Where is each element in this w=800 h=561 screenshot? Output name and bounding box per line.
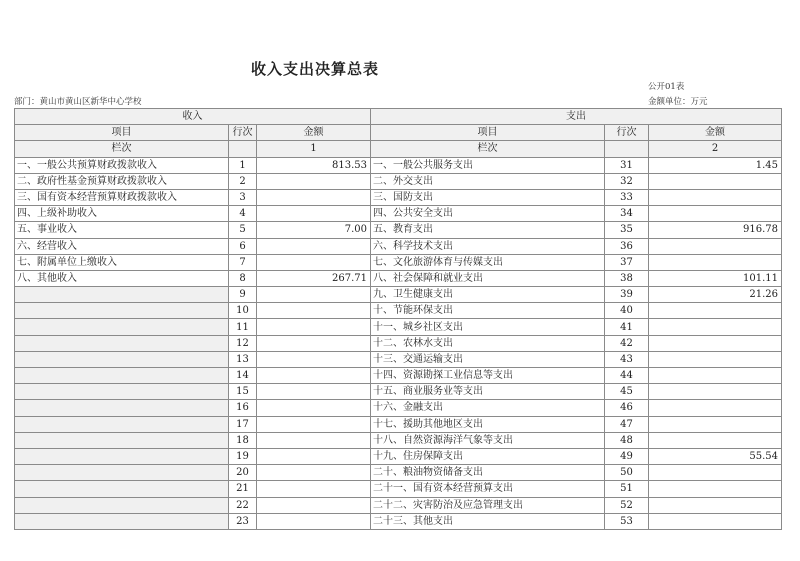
expense-amount-cell: 1.45 (649, 157, 782, 173)
income-amount-cell (257, 465, 371, 481)
income-row-no-cell: 4 (229, 206, 257, 222)
income-amount-header: 金额 (257, 125, 371, 141)
expense-item-header: 项目 (371, 125, 605, 141)
income-expense-table (14, 108, 782, 530)
income-row-no-cell: 19 (229, 448, 257, 464)
expense-item-cell: 十七、援助其他地区支出 (371, 416, 605, 432)
table-row (15, 513, 782, 529)
income-row-no-cell: 12 (229, 335, 257, 351)
income-row-no-cell: 21 (229, 481, 257, 497)
income-row-no-cell: 2 (229, 173, 257, 189)
income-amount-cell (257, 335, 371, 351)
expense-item-cell: 二十、粮油物资储备支出 (371, 465, 605, 481)
table-row (15, 465, 782, 481)
income-row-no-cell: 22 (229, 497, 257, 513)
expense-item-cell: 四、公共安全支出 (371, 206, 605, 222)
table-row (15, 287, 782, 303)
income-item-cell (15, 335, 229, 351)
expense-row-no-cell: 47 (605, 416, 649, 432)
expense-item-cell: 二十一、国有资本经营预算支出 (371, 481, 605, 497)
expense-row-no-cell: 32 (605, 173, 649, 189)
income-item-cell (15, 319, 229, 335)
expense-amount-cell (649, 400, 782, 416)
income-amount-cell (257, 497, 371, 513)
income-amount-cell (257, 287, 371, 303)
table-body (15, 157, 782, 529)
income-row-no-cell: 14 (229, 368, 257, 384)
expense-amount-cell (649, 384, 782, 400)
income-amount-cell (257, 481, 371, 497)
expense-item-cell: 十九、住房保障支出 (371, 448, 605, 464)
income-amount-cell (257, 384, 371, 400)
table-row (15, 497, 782, 513)
expense-row-no-cell: 35 (605, 222, 649, 238)
expense-row-no-cell: 38 (605, 270, 649, 286)
income-row-no-cell: 8 (229, 270, 257, 286)
expense-amount-cell: 101.11 (649, 270, 782, 286)
income-item-cell: 五、事业收入 (15, 222, 229, 238)
expense-item-cell: 十八、自然资源海洋气象等支出 (371, 432, 605, 448)
income-row-no-cell: 18 (229, 432, 257, 448)
expense-row-no-cell: 33 (605, 189, 649, 205)
income-row-no-cell: 13 (229, 351, 257, 367)
expense-row-no-header: 行次 (605, 125, 649, 141)
income-row-no-cell: 11 (229, 319, 257, 335)
unit-label: 金额单位：万元 (648, 97, 708, 107)
income-amount-cell (257, 206, 371, 222)
expense-item-cell: 十一、城乡社区支出 (371, 319, 605, 335)
income-row-no-cell: 20 (229, 465, 257, 481)
expense-amount-cell (649, 432, 782, 448)
income-amount-cell (257, 189, 371, 205)
income-item-cell (15, 400, 229, 416)
expense-amount-cell (649, 254, 782, 270)
income-item-cell (15, 448, 229, 464)
income-row-no-cell: 17 (229, 416, 257, 432)
income-column-no-label: 栏次 (15, 141, 229, 157)
income-item-cell: 三、国有资本经营预算财政拨款收入 (15, 189, 229, 205)
expense-amount-cell (649, 206, 782, 222)
expense-row-no-cell: 36 (605, 238, 649, 254)
income-item-header: 项目 (15, 125, 229, 141)
expense-item-cell: 七、文化旅游体育与传媒支出 (371, 254, 605, 270)
form-code: 公开01表 (648, 82, 685, 92)
expense-item-cell: 十四、资源勘探工业信息等支出 (371, 368, 605, 384)
income-item-cell (15, 368, 229, 384)
income-row-no-cell: 3 (229, 189, 257, 205)
table-row (15, 303, 782, 319)
income-row-no-cell: 5 (229, 222, 257, 238)
table-row (15, 335, 782, 351)
expense-item-cell: 一、一般公共服务支出 (371, 157, 605, 173)
table-row (15, 400, 782, 416)
expense-column-no: 2 (649, 141, 782, 157)
income-row-no-cell: 23 (229, 513, 257, 529)
expense-row-no-cell: 43 (605, 351, 649, 367)
section-header-row (15, 109, 782, 125)
table-row (15, 238, 782, 254)
table-row (15, 270, 782, 286)
expense-item-cell: 十六、金融支出 (371, 400, 605, 416)
expense-amount-cell (649, 416, 782, 432)
table-row (15, 319, 782, 335)
expense-row-no-cell: 37 (605, 254, 649, 270)
income-item-cell (15, 432, 229, 448)
table-row (15, 189, 782, 205)
table-row (15, 384, 782, 400)
income-item-cell: 六、经营收入 (15, 238, 229, 254)
expense-item-cell: 二十三、其他支出 (371, 513, 605, 529)
expense-amount-cell (649, 481, 782, 497)
income-row-no-cell: 6 (229, 238, 257, 254)
income-row-no-cell: 1 (229, 157, 257, 173)
income-column-no: 1 (257, 141, 371, 157)
income-item-cell (15, 497, 229, 513)
table-row (15, 254, 782, 270)
income-item-cell (15, 416, 229, 432)
table-row (15, 448, 782, 464)
income-amount-cell: 813.53 (257, 157, 371, 173)
income-item-cell: 一、一般公共预算财政拨款收入 (15, 157, 229, 173)
table-row (15, 481, 782, 497)
expense-row-no-cell: 48 (605, 432, 649, 448)
table-row (15, 173, 782, 189)
income-row-no-cell: 7 (229, 254, 257, 270)
expense-row-no-cell: 44 (605, 368, 649, 384)
income-amount-cell (257, 400, 371, 416)
income-item-cell (15, 481, 229, 497)
expense-item-cell: 二十二、灾害防治及应急管理支出 (371, 497, 605, 513)
expense-row-no-cell: 50 (605, 465, 649, 481)
department-label: 部门：黄山市黄山区新华中心学校 (14, 97, 142, 107)
expense-item-cell: 三、国防支出 (371, 189, 605, 205)
income-section-header: 收入 (15, 109, 371, 125)
expense-row-no-cell: 34 (605, 206, 649, 222)
expense-amount-cell (649, 497, 782, 513)
income-item-cell (15, 465, 229, 481)
income-item-cell: 四、上级补助收入 (15, 206, 229, 222)
income-row-no-cell: 10 (229, 303, 257, 319)
expense-amount-cell (649, 368, 782, 384)
expense-row-no-cell: 39 (605, 287, 649, 303)
expense-row-no-cell: 42 (605, 335, 649, 351)
expense-item-cell: 十三、交通运输支出 (371, 351, 605, 367)
income-row-no-header: 行次 (229, 125, 257, 141)
income-amount-cell (257, 173, 371, 189)
expense-amount-cell: 21.26 (649, 287, 782, 303)
income-item-cell: 七、附属单位上缴收入 (15, 254, 229, 270)
income-amount-cell (257, 303, 371, 319)
expense-item-cell: 八、社会保障和就业支出 (371, 270, 605, 286)
income-amount-cell (257, 319, 371, 335)
income-row-no-cell: 16 (229, 400, 257, 416)
expense-item-cell: 十五、商业服务业等支出 (371, 384, 605, 400)
expense-amount-cell (649, 513, 782, 529)
expense-row-no-cell: 40 (605, 303, 649, 319)
table-row (15, 416, 782, 432)
income-amount-cell (257, 351, 371, 367)
expense-amount-cell (649, 335, 782, 351)
expense-amount-cell (649, 173, 782, 189)
income-amount-cell (257, 432, 371, 448)
expense-row-no-cell: 51 (605, 481, 649, 497)
expense-item-cell: 六、科学技术支出 (371, 238, 605, 254)
income-row-no-cell: 15 (229, 384, 257, 400)
income-amount-cell (257, 238, 371, 254)
income-row-no-cell: 9 (229, 287, 257, 303)
income-item-cell (15, 384, 229, 400)
expense-row-no-cell: 53 (605, 513, 649, 529)
table-row (15, 432, 782, 448)
expense-amount-cell (649, 351, 782, 367)
expense-amount-cell (649, 189, 782, 205)
table-row (15, 351, 782, 367)
expense-item-cell: 二、外交支出 (371, 173, 605, 189)
expense-amount-header: 金额 (649, 125, 782, 141)
table-row (15, 206, 782, 222)
expense-item-cell: 十、节能环保支出 (371, 303, 605, 319)
expense-item-cell: 五、教育支出 (371, 222, 605, 238)
income-amount-cell (257, 513, 371, 529)
column-header-row (15, 125, 782, 141)
income-item-cell (15, 303, 229, 319)
income-amount-cell (257, 416, 371, 432)
income-amount-cell (257, 254, 371, 270)
page-title: 收入支出决算总表 (250, 60, 379, 78)
expense-column-no-blank (605, 141, 649, 157)
expense-section-header: 支出 (371, 109, 782, 125)
expense-row-no-cell: 45 (605, 384, 649, 400)
expense-amount-cell: 55.54 (649, 448, 782, 464)
table-row (15, 222, 782, 238)
column-number-row (15, 141, 782, 157)
expense-row-no-cell: 41 (605, 319, 649, 335)
income-amount-cell (257, 448, 371, 464)
income-column-no-blank (229, 141, 257, 157)
income-amount-cell (257, 368, 371, 384)
expense-row-no-cell: 31 (605, 157, 649, 173)
expense-amount-cell (649, 303, 782, 319)
income-item-cell (15, 287, 229, 303)
expense-row-no-cell: 49 (605, 448, 649, 464)
income-item-cell: 八、其他收入 (15, 270, 229, 286)
expense-amount-cell (649, 238, 782, 254)
table-row (15, 157, 782, 173)
expense-row-no-cell: 46 (605, 400, 649, 416)
expense-amount-cell: 916.78 (649, 222, 782, 238)
expense-item-cell: 十二、农林水支出 (371, 335, 605, 351)
expense-amount-cell (649, 319, 782, 335)
income-item-cell (15, 513, 229, 529)
income-item-cell: 二、政府性基金预算财政拨款收入 (15, 173, 229, 189)
expense-row-no-cell: 52 (605, 497, 649, 513)
expense-amount-cell (649, 465, 782, 481)
expense-item-cell: 九、卫生健康支出 (371, 287, 605, 303)
income-amount-cell: 7.00 (257, 222, 371, 238)
expense-column-no-label: 栏次 (371, 141, 605, 157)
income-amount-cell: 267.71 (257, 270, 371, 286)
table-row (15, 368, 782, 384)
income-item-cell (15, 351, 229, 367)
